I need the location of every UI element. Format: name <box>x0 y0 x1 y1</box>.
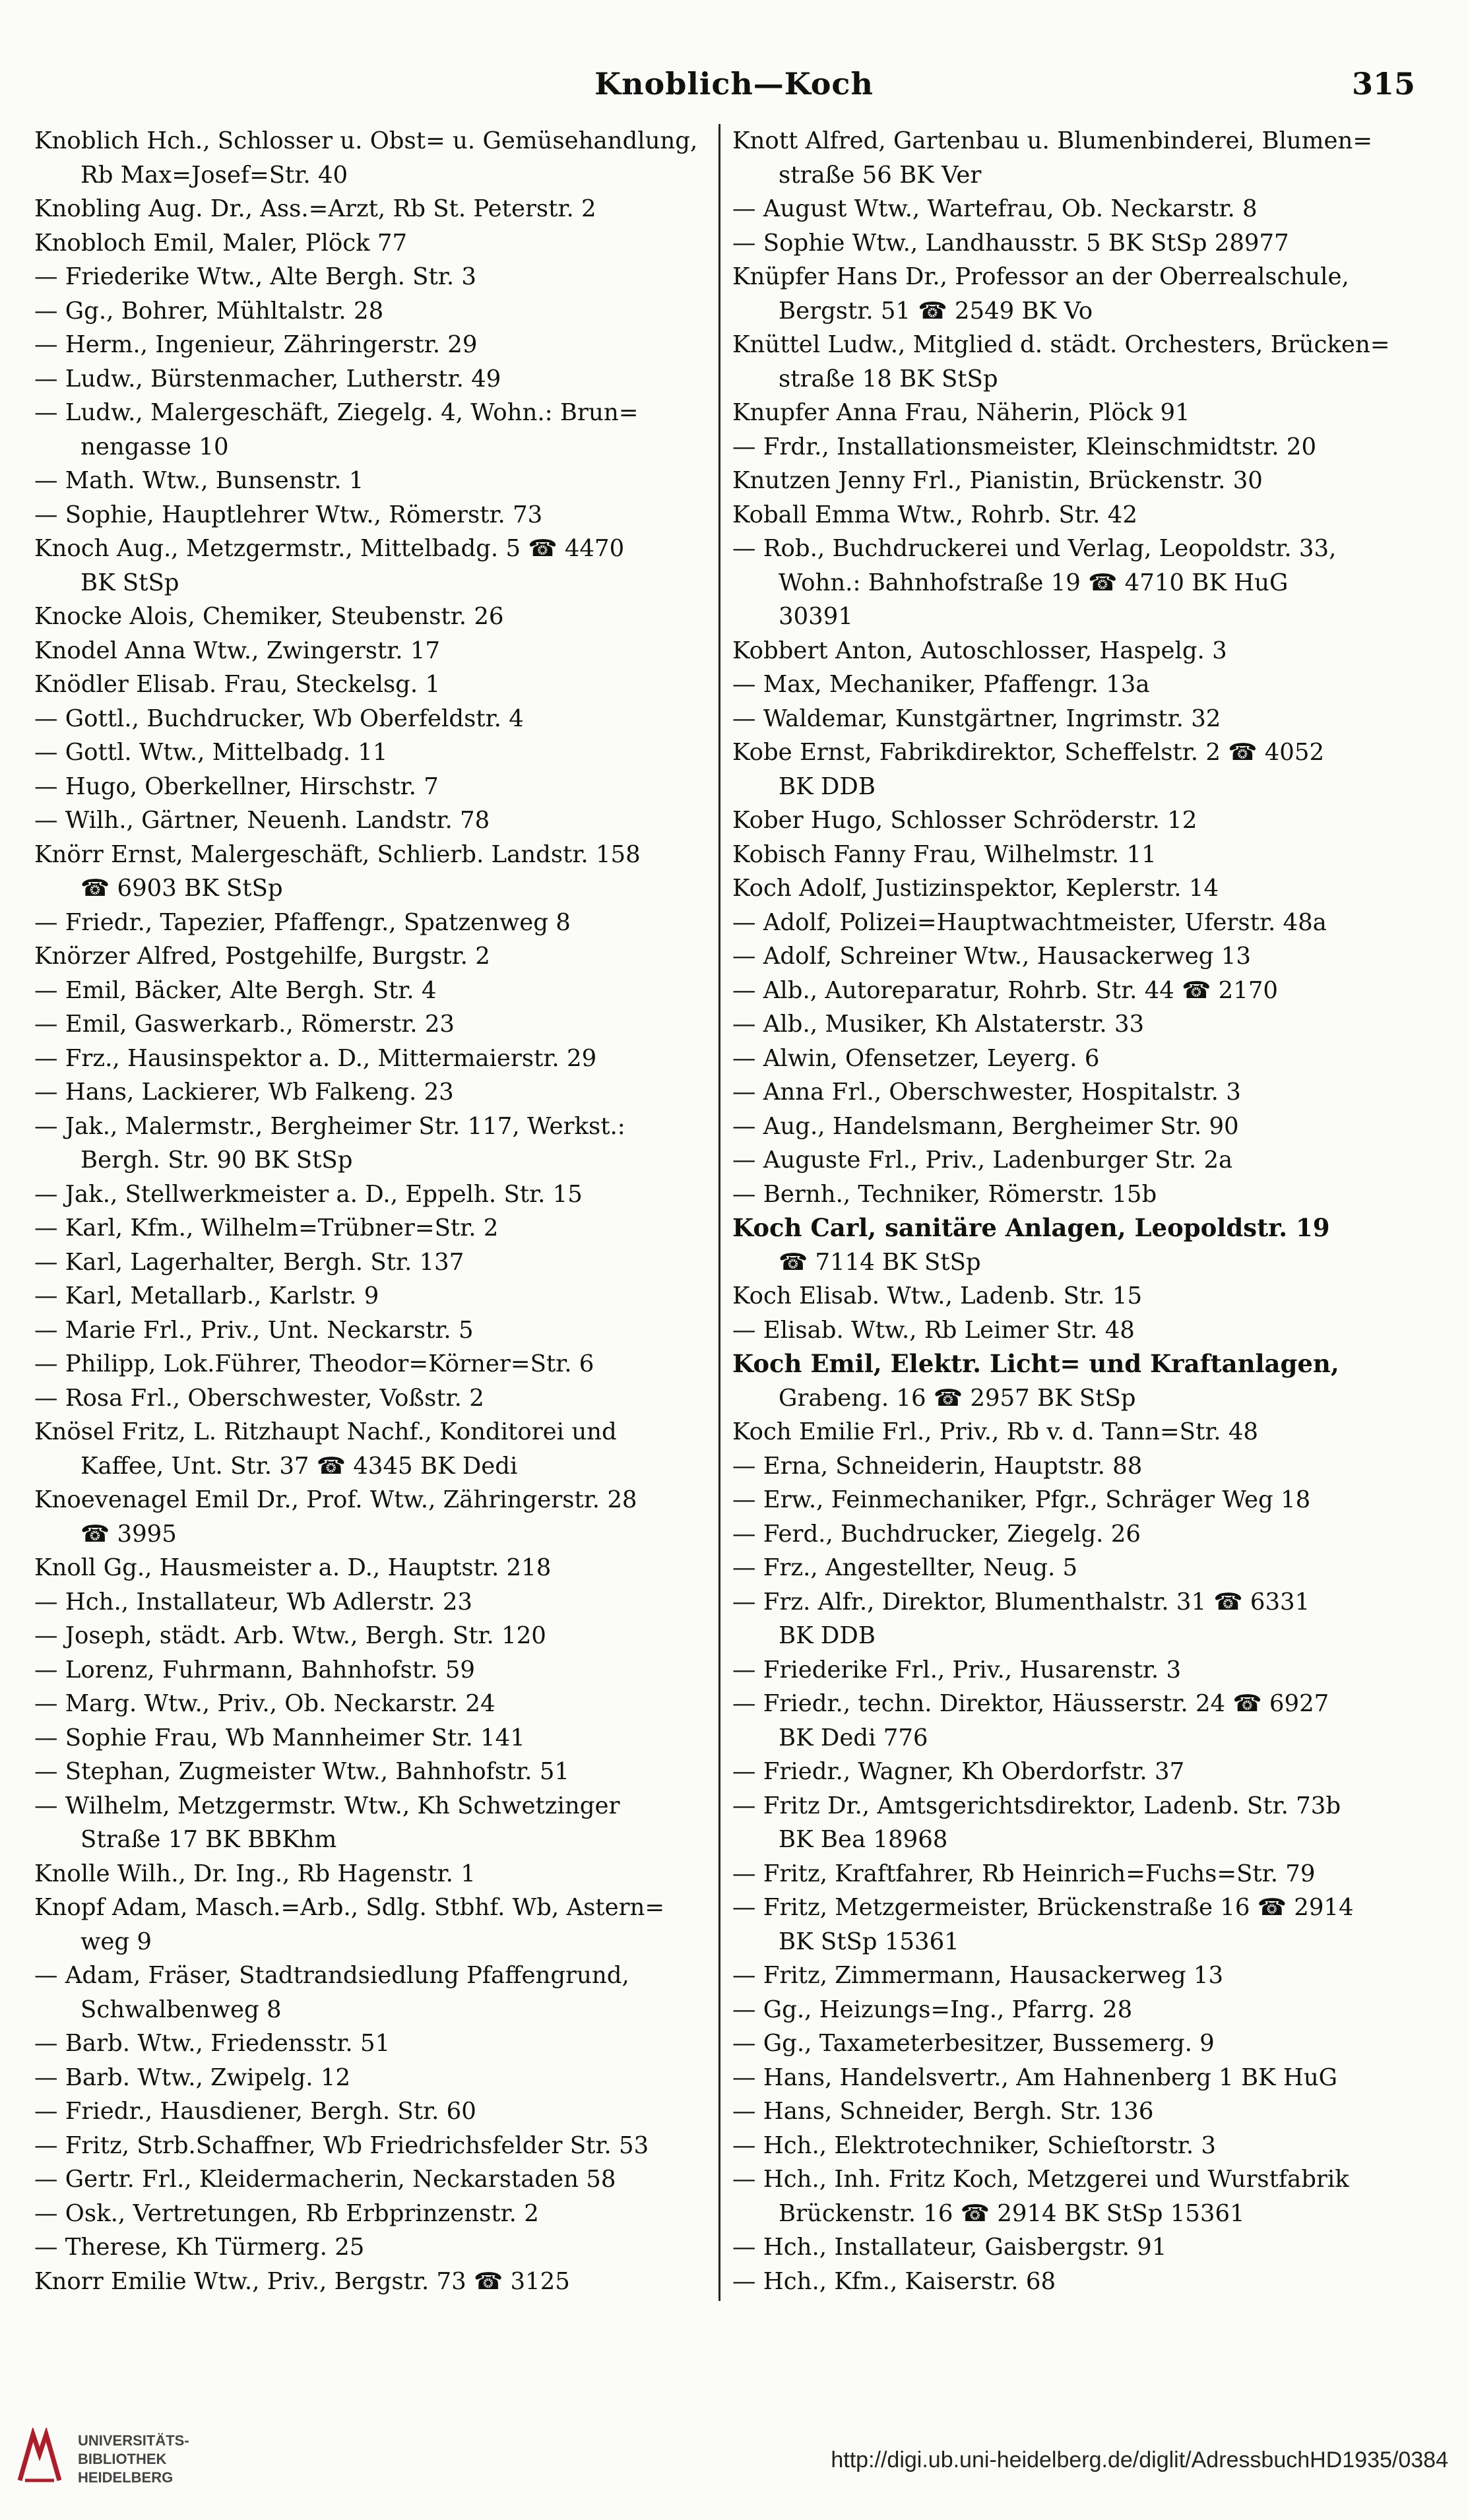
directory-entry: — August Wtw., Wartefrau, Ob. Neckarstr. 8 <box>732 195 1258 222</box>
directory-entry-continuation: ☎ 3995 <box>80 1520 177 1548</box>
directory-entry-continuation: Schwalbenweg 8 <box>80 1996 282 2023</box>
directory-entry <box>34 2298 704 2301</box>
directory-entry: — Sophie, Hauptlehrer Wtw., Römerstr. 73 <box>34 501 543 528</box>
directory-entry: — Gg., Bohrer, Mühltalstr. 28 <box>34 297 384 325</box>
directory-entry: — Marg. Wtw., Priv., Ob. Neckarstr. 24 <box>34 1690 495 1717</box>
directory-entry: — Karl, Lagerhalter, Bergh. Str. 137 <box>34 1248 464 1276</box>
directory-entry: — Emil, Gaswerkarb., Römerstr. 23 <box>34 1011 455 1038</box>
directory-entry: Knobloch Emil, Maler, Plöck 77 <box>34 229 408 257</box>
directory-entry: Knoll Gg., Hausmeister a. D., Hauptstr. 218 <box>34 1554 552 1581</box>
left-column <box>34 124 720 2301</box>
directory-entry: — Friederike Frl., Priv., Husarenstr. 3 <box>732 1656 1182 1684</box>
running-title: Knoblich—Koch <box>594 66 874 102</box>
directory-entry: — Karl, Kfm., Wilhelm=Trübner=Str. 2 <box>34 1214 499 1242</box>
directory-entry: — Barb. Wtw., Friedensstr. 51 <box>34 2030 391 2057</box>
directory-entry: — Therese, Kh Türmerg. 25 <box>34 2234 365 2261</box>
directory-entry: — Erna, Schneiderin, Hauptstr. 88 <box>732 1452 1143 1480</box>
directory-entry-continuation: Brückenstr. 16 ☎ 2914 BK StSp 15361 <box>779 2199 1245 2227</box>
directory-entry: — Adolf, Schreiner Wtw., Hausackerweg 13 <box>732 943 1251 970</box>
directory-entry: — Rob., Buchdruckerei und Verlag, Leopoldstr. 33, <box>732 535 1337 562</box>
page-header <box>0 66 1468 112</box>
directory-entry: Knörr Ernst, Malergeschäft, Schlierb. Landstr. 158 <box>34 840 641 868</box>
page-number: 315 <box>1351 66 1415 102</box>
directory-entry-continuation: nengasse 10 <box>80 433 229 460</box>
directory-entry: — Elisab. Wtw., Rb Leimer Str. 48 <box>732 1316 1135 1344</box>
directory-entry: — Auguste Frl., Priv., Ladenburger Str. 2a <box>732 1147 1233 1174</box>
directory-entry: — Rosa Frl., Oberschwester, Voßstr. 2 <box>34 1384 484 1412</box>
directory-entry: Knutzen Jenny Frl., Pianistin, Brückenstr. 30 <box>732 467 1263 494</box>
directory-entry: — Hch., Kfm., Kaiserstr. 68 <box>732 2267 1056 2295</box>
directory-entry: Kobisch Fanny Frau, Wilhelmstr. 11 <box>732 840 1157 868</box>
directory-entry: — Max, Mechaniker, Pfaffengr. 13a <box>732 671 1150 698</box>
directory-entry: — Waldemar, Kunstgärtner, Ingrimstr. 32 <box>732 705 1221 732</box>
directory-entry-continuation: BK StSp 15361 <box>779 1928 959 1955</box>
directory-entry: — Fritz, Strb.Schaffner, Wb Friedrichsfelder Str. 53 <box>34 2131 649 2159</box>
directory-entry: — Sophie Wtw., Landhausstr. 5 BK StSp 28977 <box>732 229 1289 257</box>
library-logo-icon <box>13 2428 66 2487</box>
directory-entry-continuation: ☎ 7114 BK StSp <box>779 1248 981 1276</box>
directory-entry-continuation: straße 18 BK StSp <box>779 365 998 393</box>
directory-entry: — Fritz Dr., Amtsgerichtsdirektor, Ladenb. Str. 73b <box>732 1792 1341 1819</box>
directory-entry: — Barb. Wtw., Zwipelg. 12 <box>34 2063 351 2091</box>
page-footer <box>0 2414 1468 2520</box>
directory-entry: — Hans, Schneider, Bergh. Str. 136 <box>732 2098 1154 2125</box>
directory-entry: — Anna Frl., Oberschwester, Hospitalstr. 3 <box>732 1079 1241 1106</box>
directory-entry: Koch Carl, sanitäre Anlagen, Leopoldstr. 19 <box>732 1213 1330 1242</box>
directory-entry-continuation: Bergh. Str. 90 BK StSp <box>80 1147 353 1174</box>
directory-entry: — Ludw., Malergeschäft, Ziegelg. 4, Wohn.: Brun= <box>34 399 639 426</box>
directory-entry: — Marie Frl., Priv., Unt. Neckarstr. 5 <box>34 1316 474 1344</box>
directory-entry: — Frz. Alfr., Direktor, Blumenthalstr. 31 ☎ 6331 <box>732 1588 1310 1616</box>
directory-entry: Koch Emilie Frl., Priv., Rb v. d. Tann=Str. 48 <box>732 1418 1259 1445</box>
directory-entry-continuation: 30391 <box>779 603 853 630</box>
directory-entry: Knoevenagel Emil Dr., Prof. Wtw., Zähringerstr. 28 <box>34 1486 637 1513</box>
directory-entry-continuation: Kaffee, Unt. Str. 37 ☎ 4345 BK Dedi <box>80 1452 518 1480</box>
directory-entry: — Frz., Hausinspektor a. D., Mittermaierstr. 29 <box>34 1044 597 1072</box>
directory-entry: Knüpfer Hans Dr., Professor an der Oberrealschule, <box>732 263 1349 290</box>
directory-entry: — Friederike Wtw., Alte Bergh. Str. 3 <box>34 263 476 290</box>
directory-entry: — Osk., Vertretungen, Rb Erbprinzenstr. 2 <box>34 2199 539 2227</box>
directory-entry: — Joseph, städt. Arb. Wtw., Bergh. Str. 120 <box>34 1622 546 1649</box>
directory-entry: Knösel Fritz, L. Ritzhaupt Nachf., Konditorei und <box>34 1418 617 1445</box>
directory-entry: — Karl, Metallarb., Karlstr. 9 <box>34 1282 379 1309</box>
directory-entry: — Frz., Angestellter, Neug. 5 <box>732 1554 1078 1581</box>
directory-entry: Knödler Elisab. Frau, Steckelsg. 1 <box>34 671 441 698</box>
directory-entry: — Emil, Bäcker, Alte Bergh. Str. 4 <box>34 976 437 1004</box>
directory-entry: Knobling Aug. Dr., Ass.=Arzt, Rb St. Peterstr. 2 <box>34 195 596 222</box>
directory-entry: — Hch., Inh. Fritz Koch, Metzgerei und Wurstfabrik <box>732 2166 1349 2193</box>
directory-entry: — Erw., Feinmechaniker, Pfgr., Schräger Weg 18 <box>732 1486 1311 1513</box>
directory-entry: — Gottl., Buchdrucker, Wb Oberfeldstr. 4 <box>34 705 524 732</box>
directory-entry-continuation: BK Dedi 776 <box>779 1724 928 1751</box>
directory-entry: — Hans, Lackierer, Wb Falkeng. 23 <box>34 1079 454 1106</box>
directory-entry: Koch Emil, Elektr. Licht= und Kraftanlagen, <box>732 1349 1339 1378</box>
directory-entry-continuation: BK DDB <box>779 1622 876 1649</box>
library-name <box>78 2432 189 2487</box>
library-name-line3: HEIDELBERG <box>78 2469 174 2486</box>
directory-entry: Knopf Adam, Masch.=Arb., Sdlg. Stbhf. Wb, Astern= <box>34 1894 665 1921</box>
directory-entry: — Herm., Ingenieur, Zähringerstr. 29 <box>34 331 478 358</box>
directory-entry: Knott Alfred, Gartenbau u. Blumenbinderei, Blumen= <box>732 127 1373 154</box>
directory-entry: — Gg., Heizungs=Ing., Pfarrg. 28 <box>732 1996 1133 2023</box>
directory-entry: — Lorenz, Fuhrmann, Bahnhofstr. 59 <box>34 1656 475 1684</box>
directory-entry: — Philipp, Lok.Führer, Theodor=Körner=Str. 6 <box>34 1350 594 1377</box>
directory-entry: — Gertr. Frl., Kleidermacherin, Neckarstaden 58 <box>34 2166 616 2193</box>
directory-entry: — Stephan, Zugmeister Wtw., Bahnhofstr. 51 <box>34 1758 570 1785</box>
directory-entry-continuation: Wohn.: Bahnhofstraße 19 ☎ 4710 BK HuG <box>779 569 1289 596</box>
directory-entry: — Fritz, Zimmermann, Hausackerweg 13 <box>732 1962 1224 1989</box>
directory-entry: — Math. Wtw., Bunsenstr. 1 <box>34 467 364 494</box>
directory-entry-continuation: Straße 17 BK BBKhm <box>80 1826 337 1853</box>
directory-entry: Koch Elisab. Wtw., Ladenb. Str. 15 <box>732 1282 1143 1309</box>
library-name-line1: UNIVERSITÄTS- <box>78 2432 189 2449</box>
directory-entry: — Friedr., Tapezier, Pfaffengr., Spatzenweg 8 <box>34 908 571 936</box>
directory-entry: Kober Hugo, Schlosser Schröderstr. 12 <box>732 807 1197 834</box>
source-url-link[interactable]: http://digi.ub.uni-heidelberg.de/diglit/AdressbuchHD1935/0384 <box>831 2447 1448 2473</box>
directory-entry-continuation: ☎ 6903 BK StSp <box>80 875 283 902</box>
directory-entry: — Gg., Taxameterbesitzer, Bussemerg. 9 <box>732 2030 1215 2057</box>
directory-entry: — Jak., Malermstr., Bergheimer Str. 117, Werkst.: <box>34 1112 625 1140</box>
directory-entry: — Adam, Fräser, Stadtrandsiedlung Pfaffengrund, <box>34 1962 629 1989</box>
directory-entry: — Aug., Handelsmann, Bergheimer Str. 90 <box>732 1112 1239 1140</box>
directory-entry-continuation: Grabeng. 16 ☎ 2957 BK StSp <box>779 1384 1136 1412</box>
directory-entry: — Fritz, Metzgermeister, Brückenstraße 16 ☎ 2914 <box>732 1894 1354 1921</box>
directory-entry-continuation: BK DDB <box>779 772 876 800</box>
directory-entry-continuation: Bergstr. 51 ☎ 2549 BK Vo <box>779 297 1093 325</box>
directory-entry: Knoch Aug., Metzgermstr., Mittelbadg. 5 ☎ 4470 <box>34 535 625 562</box>
directory-entry: Knolle Wilh., Dr. Ing., Rb Hagenstr. 1 <box>34 1860 476 1887</box>
directory-entry: — Jak., Stellwerkmeister a. D., Eppelh. Str. 15 <box>34 1180 583 1208</box>
directory-entry: Kobe Ernst, Fabrikdirektor, Scheffelstr. 2 ☎ 4052 <box>732 739 1325 766</box>
directory-entry: — Friedr., techn. Direktor, Häusserstr. 24 ☎ 6927 <box>732 1690 1329 1717</box>
directory-entry: Knodel Anna Wtw., Zwingerstr. 17 <box>34 637 440 664</box>
directory-entry: Knupfer Anna Frau, Näherin, Plöck 91 <box>732 399 1190 426</box>
directory-entry: — Fritz, Kraftfahrer, Rb Heinrich=Fuchs=Str. 79 <box>732 1860 1316 1887</box>
directory-entry: — Alb., Autoreparatur, Rohrb. Str. 44 ☎ 2170 <box>732 976 1279 1004</box>
directory-entry: Knörzer Alfred, Postgehilfe, Burgstr. 2 <box>34 943 490 970</box>
directory-entry: — Wilhelm, Metzgermstr. Wtw., Kh Schwetzinger <box>34 1792 620 1819</box>
directory-entry: — Friedr., Hausdiener, Bergh. Str. 60 <box>34 2098 476 2125</box>
directory-entry: Koball Emma Wtw., Rohrb. Str. 42 <box>732 501 1137 528</box>
directory-entry: Koch Adolf, Justizinspektor, Keplerstr. 14 <box>732 875 1219 902</box>
directory-entry: Knocke Alois, Chemiker, Steubenstr. 26 <box>34 603 504 630</box>
directory-entry: — Hch., Elektrotechniker, Schieſtorstr. 3 <box>732 2131 1217 2159</box>
directory-entry: — Bernh., Techniker, Römerstr. 15b <box>732 1180 1157 1208</box>
directory-entry: — Hans, Handelsvertr., Am Hahnenberg 1 BK HuG <box>732 2063 1338 2091</box>
directory-entry-continuation: straße 56 BK Ver <box>779 161 982 189</box>
directory-entry: — Frdr., Installationsmeister, Kleinschmidtstr. 20 <box>732 433 1317 460</box>
directory-entry: — Ferd., Buchdrucker, Ziegelg. 26 <box>732 1520 1141 1548</box>
directory-entry-continuation: BK StSp <box>80 569 179 596</box>
directory-entry: — Wilh., Gärtner, Neuenh. Landstr. 78 <box>34 807 490 834</box>
directory-entry: — Hch., Installateur, Wb Adlerstr. 23 <box>34 1588 473 1616</box>
directory-entry: — Gottl. Wtw., Mittelbadg. 11 <box>34 739 388 766</box>
directory-entry: — Sophie Frau, Wb Mannheimer Str. 141 <box>34 1724 525 1751</box>
directory-entry: Knüttel Ludw., Mitglied d. städt. Orchesters, Brücken= <box>732 331 1390 358</box>
directory-entry: — Alwin, Ofensetzer, Leyerg. 6 <box>732 1044 1100 1072</box>
directory-entry: — Alb., Musiker, Kh Alstaterstr. 33 <box>732 1011 1145 1038</box>
directory-entry: Kobbert Anton, Autoschlosser, Haspelg. 3 <box>732 637 1227 664</box>
directory-entry: — Friedr., Wagner, Kh Oberdorfstr. 37 <box>732 1758 1185 1785</box>
directory-entry-continuation: Rb Max=Josef=Str. 40 <box>80 161 348 189</box>
directory-entry-continuation: weg 9 <box>80 1928 152 1955</box>
library-name-line2: BIBLIOTHEK <box>78 2451 167 2467</box>
directory-entry <box>732 2298 1407 2301</box>
directory-columns <box>34 124 1410 2301</box>
directory-entry: — Ludw., Bürstenmacher, Lutherstr. 49 <box>34 365 501 393</box>
directory-entry: Knorr Emilie Wtw., Priv., Bergstr. 73 ☎ 3125 <box>34 2267 570 2295</box>
right-column <box>720 124 1407 2301</box>
directory-entry: — Hugo, Oberkellner, Hirschstr. 7 <box>34 772 439 800</box>
directory-entry-continuation: BK Bea 18968 <box>779 1826 948 1853</box>
directory-entry: — Adolf, Polizei=Hauptwachtmeister, Uferstr. 48a <box>732 908 1327 936</box>
directory-entry: — Hch., Installateur, Gaisbergstr. 91 <box>732 2234 1167 2261</box>
directory-entry: Knoblich Hch., Schlosser u. Obst= u. Gemüsehandlung, <box>34 127 698 154</box>
